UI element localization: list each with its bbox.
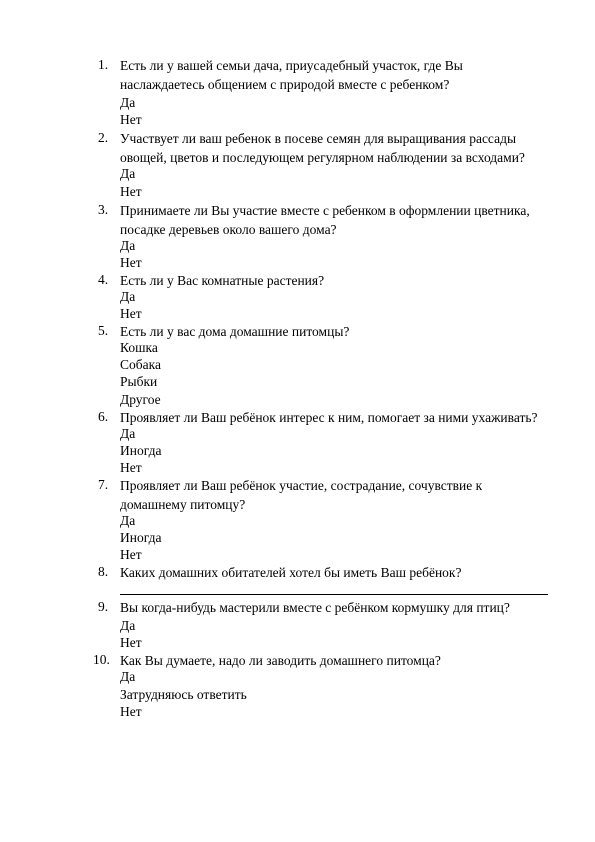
- question-1-option-2: Нет: [120, 112, 142, 127]
- question-5-option-4: Другое: [120, 392, 161, 407]
- question-5-number: 5.: [98, 323, 109, 338]
- question-7-number: 7.: [98, 477, 109, 492]
- question-7-option-3: Нет: [120, 547, 142, 562]
- question-9-option-2: Нет: [120, 635, 142, 650]
- question-8-text: Каких домашних обитателей хотел бы иметь Ваш ребёнок?: [120, 565, 462, 580]
- answer-line[interactable]: [120, 594, 548, 595]
- question-4-number: 4.: [98, 272, 109, 287]
- question-7-option-1: Да: [120, 513, 136, 528]
- question-5-option-2: Собака: [120, 357, 161, 372]
- question-4-option-2: Нет: [120, 306, 142, 321]
- question-1-option-1: Да: [120, 95, 136, 110]
- question-7-option-2: Иногда: [120, 530, 162, 545]
- question-4-option-1: Да: [120, 289, 136, 304]
- question-10-option-3: Нет: [120, 704, 142, 719]
- question-5-text: Есть ли у вас дома домашние питомцы?: [120, 324, 350, 339]
- question-3-text: Принимаете ли Вы участие вместе с ребенком в оформлении цветника, посадке деревьев около вашего дома?: [120, 203, 530, 237]
- question-2-option-1: Да: [120, 166, 136, 181]
- question-2-text: Участвует ли ваш ребенок в посеве семян для выращивания рассады овощей, цветов и последующем регулярном наблюдении за всходами?: [120, 131, 525, 165]
- question-7-text: Проявляет ли Ваш ребёнок участие, сострадание, сочувствие к домашнему питомцу?: [120, 478, 483, 512]
- question-3-option-2: Нет: [120, 255, 142, 270]
- question-8-number: 8.: [98, 564, 109, 579]
- question-2-number: 2.: [98, 130, 109, 145]
- question-5-option-3: Рыбки: [120, 374, 158, 389]
- question-9-option-1: Да: [120, 618, 136, 633]
- question-9-number: 9.: [98, 599, 109, 614]
- question-6-option-2: Иногда: [120, 443, 162, 458]
- question-6-text: Проявляет ли Ваш ребёнок интерес к ним, помогает за ними ухаживать?: [120, 410, 538, 425]
- question-6-option-3: Нет: [120, 460, 142, 475]
- question-10-option-1: Да: [120, 669, 136, 684]
- question-3-option-1: Да: [120, 238, 136, 253]
- question-10-option-2: Затрудняюсь ответить: [120, 687, 247, 702]
- question-2-option-2: Нет: [120, 184, 142, 199]
- question-6-option-1: Да: [120, 426, 136, 441]
- question-9-text: Вы когда-нибудь мастерили вместе с ребёнком кормушку для птиц?: [120, 600, 510, 615]
- question-4-text: Есть ли у Вас комнатные растения?: [120, 273, 325, 288]
- question-5-option-1: Кошка: [120, 340, 158, 355]
- question-10-text: Как Вы думаете, надо ли заводить домашнего питомца?: [120, 653, 441, 668]
- question-1-text: Есть ли у вашей семьи дача, приусадебный участок, где Вы наслаждаетесь общением с природой вместе с ребенком?: [120, 58, 463, 92]
- question-1-number: 1.: [98, 57, 109, 72]
- question-10-number: 10.: [93, 652, 110, 667]
- question-6-number: 6.: [98, 409, 109, 424]
- question-3-number: 3.: [98, 202, 109, 217]
